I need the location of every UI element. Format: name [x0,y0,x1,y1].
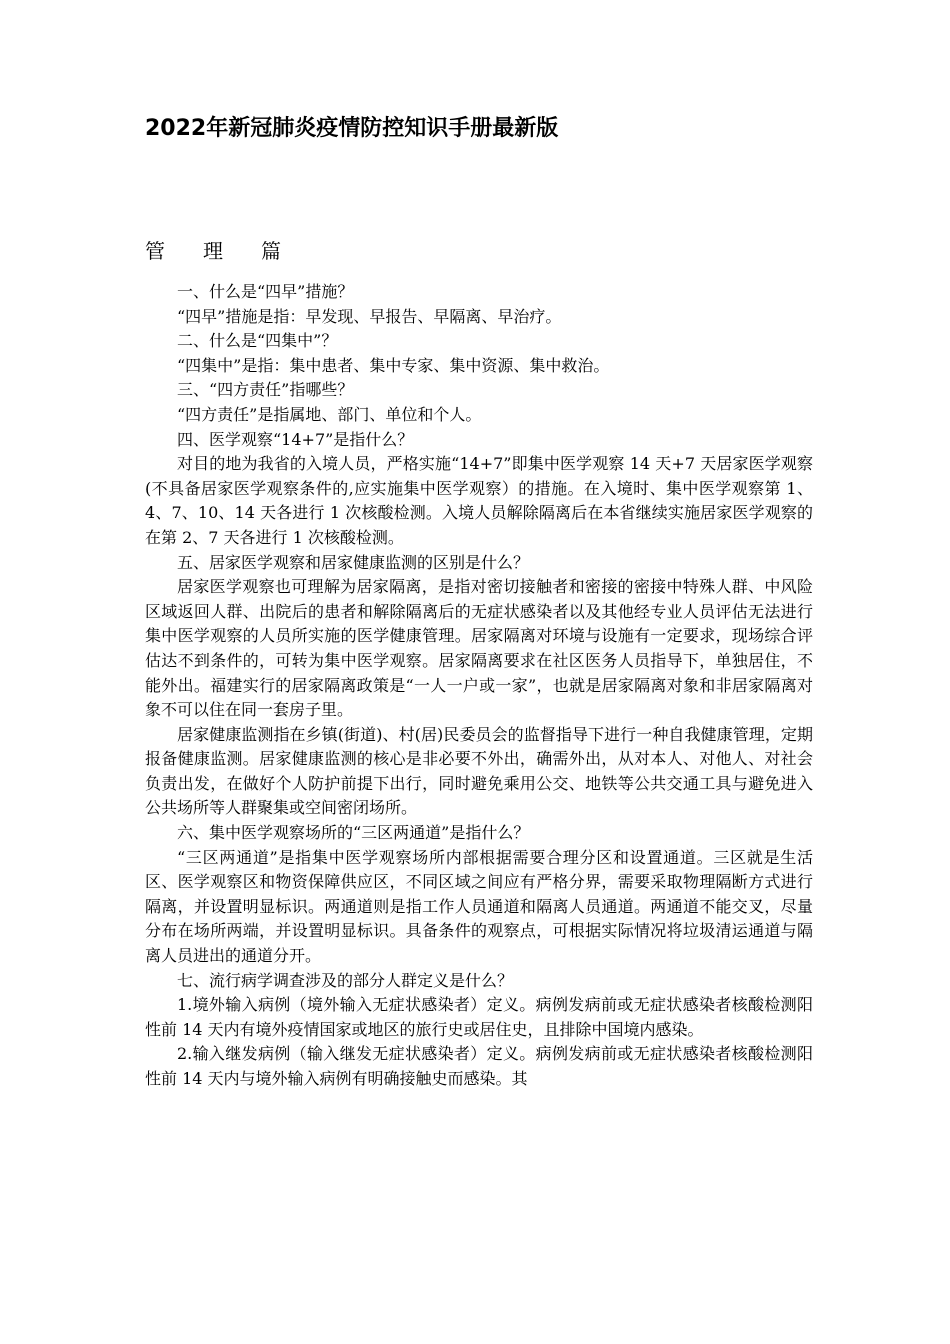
answer-paragraph: 居家健康监测指在乡镇(街道)、村(居)民委员会的监督指导下进行一种自我健康管理，定期报备健康监测。居家健康监测的核心是非必要不外出，确需外出，从对本人、对他人、对社会负责出发，在做好个人防护前提下出行，同时避免乘用公交、地铁等公共交通工具与避免进入公共场所等人群聚集或空间密闭场所。 [145,724,813,818]
question-heading: 一、什么是“四早”措施？ [177,282,354,301]
document-title: 2022年新冠肺炎疫情防控知识手册最新版 [145,116,559,141]
answer-paragraph: 对目的地为我省的入境人员，严格实施“14+7”即集中医学观察 14 天+7 天居家医学观察(不具备居家医学观察条件的,应实施集中医学观察）的措施。在入境时、集中医学观察第 1、4、7、10、14 天各进行 1 次核酸检测。入境人员解除隔离后在本省继续实施居家医学观察的在第 2、7 天各进行 1 次核酸检测。 [145,454,813,547]
answer-paragraph: “四早”措施是指：早发现、早报告、早隔离、早治疗。 [177,306,562,326]
answer-paragraph: 2.输入继发病例（输入继发无症状感染者）定义。病例发病前或无症状感染者核酸检测阳性前 14 天内与境外输入病例有明确接触史而感染。其 [145,1044,813,1088]
question-heading: 六、集中医学观察场所的“三区两通道”是指什么？ [177,823,530,843]
answer-paragraph: “四集中”是指：集中患者、集中专家、集中资源、集中救治。 [177,355,610,375]
answer-paragraph: “四方责任”是指属地、部门、单位和个人。 [177,404,482,424]
answer-paragraph: 1.境外输入病例（境外输入无症状感染者）定义。病例发病前或无症状感染者核酸检测阳性前 14 天内有境外疫情国家或地区的旅行史或居住史，且排除中国境内感染。 [145,995,813,1039]
answer-paragraph: “三区两通道”是指集中医学观察场所内部根据需要合理分区和设置通道。三区就是生活区、医学观察区和物资保障供应区，不同区域之间应有严格分界，需要采取物理隔断方式进行隔离，并设置明显标识。两通道则是指工作人员通道和隔离人员通道。两通道不能交叉，尽量分布在场所两端，并设置明显标识。具备条件的观察点，可根据实际情况将垃圾清运通道与隔离人员进出的通道分开。 [145,847,813,966]
section-title: 管理篇 [145,239,319,263]
document-body [145,280,813,1092]
question-heading: 七、流行病学调查涉及的部分人群定义是什么？ [177,970,514,990]
question-heading: 二、什么是“四集中”？ [177,331,338,351]
question-heading: 五、居家医学观察和居家健康监测的区别是什么？ [177,552,530,572]
answer-paragraph: 居家医学观察也可理解为居家隔离，是指对密切接触者和密接的密接中特殊人群、中风险区域返回人群、出院后的患者和解除隔离后的无症状感染者以及其他经专业人员评估无法进行集中医学观察的人员所实施的医学健康管理。居家隔离对环境与设施有一定要求，现场综合评估达不到条件的，可转为集中医学观察。居家隔离要求在社区医务人员指导下，单独居住，不能外出。福建实行的居家隔离政策是“一人一户或一家”，也就是居家隔离对象和非居家隔离对象不可以住在同一套房子里。 [145,577,813,720]
question-heading: 三、“四方责任”指哪些？ [177,380,354,400]
question-heading: 四、医学观察“14+7”是指什么？ [177,429,414,449]
